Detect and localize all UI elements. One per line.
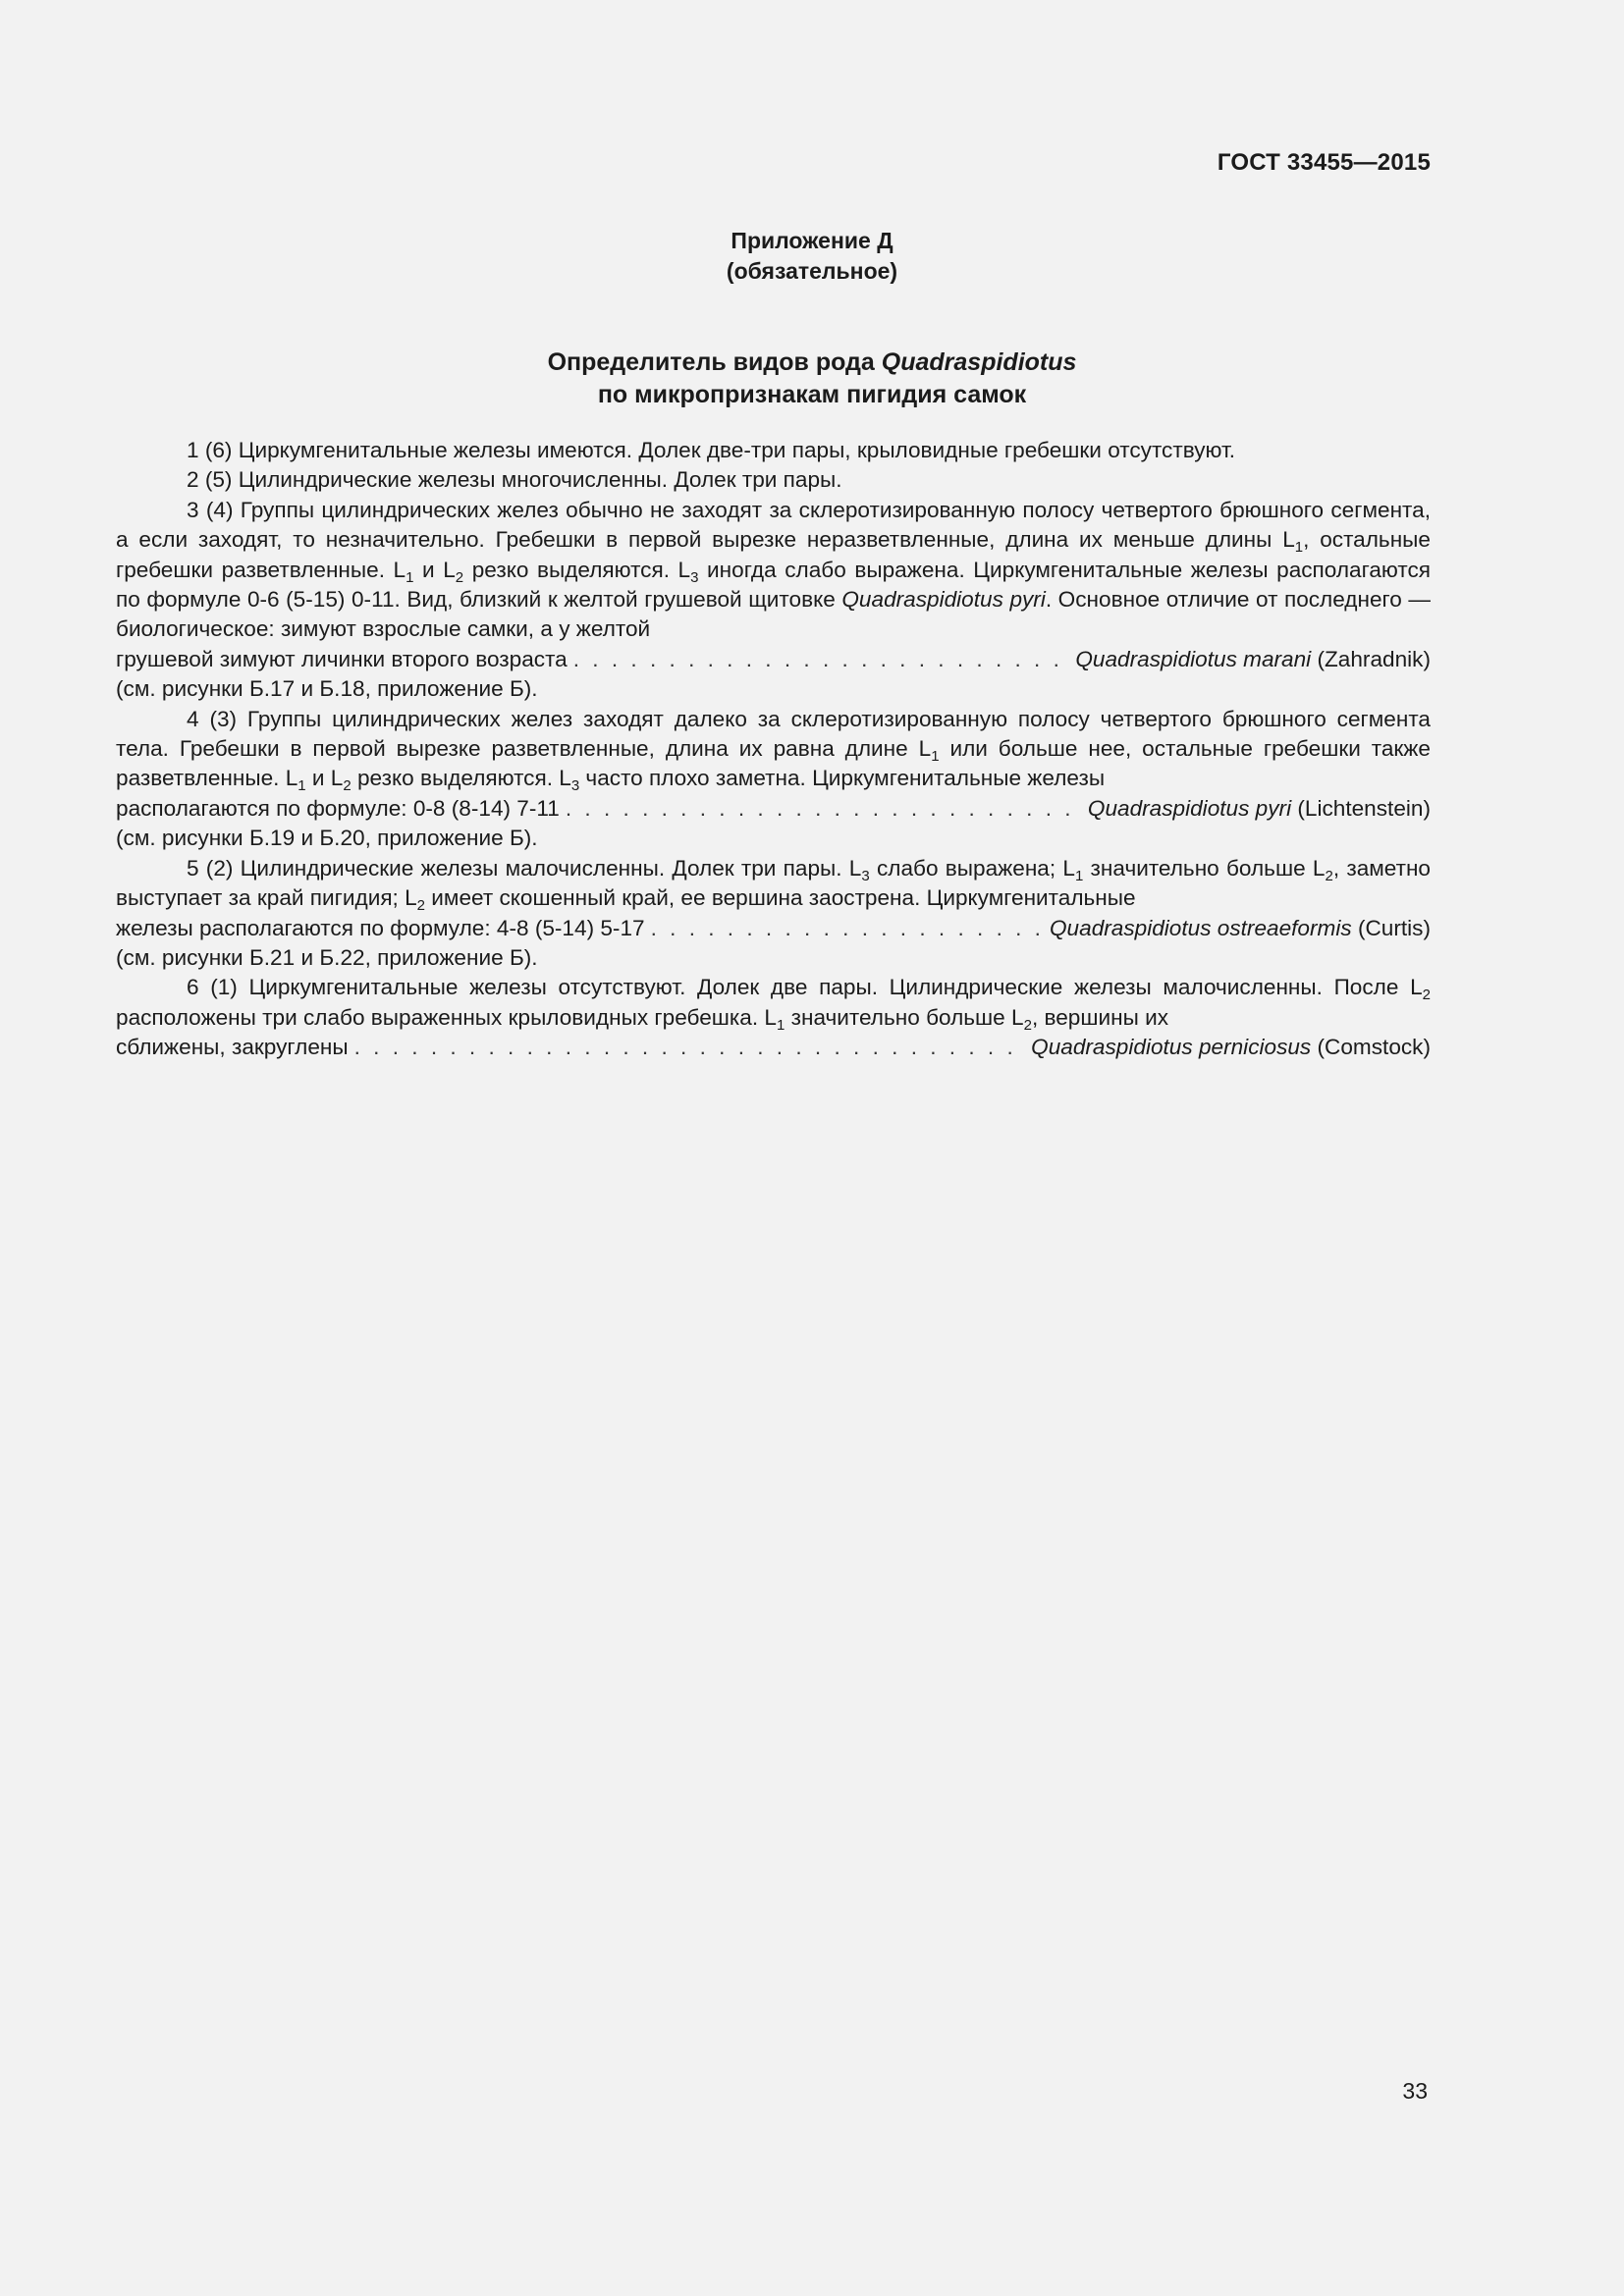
species-name: Quadraspidiotus perniciosus — [1031, 1035, 1312, 1060]
figure-ref: (см. рисунки Б.17 и Б.18, приложение Б). — [116, 676, 538, 702]
title-genus: Quadraspidiotus — [881, 348, 1077, 376]
species-name: Quadraspidiotus ostreaeformis — [1049, 915, 1352, 940]
key-step-5: 5 (2) Цилиндрические железы малочисленны. Долек три пары. $L_3$ слабо выражена; $L_1$ значительно больше $L_2$, заметно выступает за край пигидия; $L_2$ имеет скошенный край, ее вершина заострена. Циркумгенитальные — [116, 855, 1431, 915]
species-name: Quadraspidiotus pyri — [1087, 795, 1292, 821]
leader-dots — [651, 914, 1044, 943]
key-step-5-result: железы располагаются по формуле: 4-8 (5-14) 5-17 . . . Quadraspidiotus ostreaeformis (Curtis) — [116, 914, 1431, 943]
leader-dots — [566, 794, 1082, 824]
species-ref: Quadraspidiotus pyri — [841, 587, 1046, 613]
title-line-2: по микропризнакам пигидия самок — [597, 381, 1027, 408]
figure-ref: (см. рисунки Б.21 и Б.22, приложение Б). — [116, 944, 538, 970]
identification-key — [116, 436, 1431, 1063]
key-step-4: 4 (3) Группы цилиндрических желез заходят далеко за склеротизированную полосу четвертого брюшного сегмента тела. Гребешки в первой вырезке разветвленные, длина их равна длине $L_1$ или больше нее, остальные гребешки также разветвленные. $L_1$ и $L_2$ резко выделяются. $L_3$ часто плохо заметна. Циркумгенитальные железы — [116, 706, 1431, 795]
key-step-3-result: грушевой зимуют личинки второго возраста . . . Quadraspidiotus marani (Zahradnik) — [116, 645, 1431, 674]
leader-dots — [573, 645, 1070, 674]
appendix-heading — [0, 226, 1624, 287]
key-step-3: 3 (4) Группы цилиндрических желез обычно не заходят за склеротизированную полосу четвертого брюшного сегмента, а если заходят, то незначительно. Гребешки в первой вырезке неразветвленные, длина их меньше длины $L_1$, остальные гребешки разветвленные. $L_1$ и $L_2$ резко выделяются. $L_3$ иногда слабо выражена. Циркумгенитальные железы располагаются по формуле 0-6 (5-15) 0-11. Вид, близкий к желтой грушевой щитовке Quadraspidiotus pyri. Основное отличие от последнего — биологическое: зимуют взрослые самки, а у желтой — [116, 497, 1431, 642]
key-step-6-result: сближены, закруглены . . . Quadraspidiotus perniciosus (Comstock) — [116, 1033, 1431, 1062]
leader-dots — [354, 1033, 1026, 1062]
page-number: 33 — [1402, 2078, 1428, 2104]
key-step-6: 6 (1) Циркумгенитальные железы отсутствуют. Долек две пары. Цилиндрические железы малочисленны. После $L_2$ расположены три слабо выраженных крыловидных гребешка. $L_1$ значительно больше $L_2$, вершины их — [116, 975, 1431, 1034]
key-step-2: 2 (5) Цилиндрические железы многочисленны. Долек три пары. — [187, 467, 842, 493]
appendix-label: Приложение Д — [731, 228, 893, 253]
title-line-1: Определитель видов рода Quadraspidiotus — [547, 348, 1077, 376]
appendix-status: (обязательное) — [726, 258, 898, 284]
page-title — [0, 347, 1624, 411]
figure-ref: (см. рисунки Б.19 и Б.20, приложение Б). — [116, 826, 538, 851]
species-name: Quadraspidiotus marani — [1075, 646, 1312, 671]
key-step-4-result: располагаются по формуле: 0-8 (8-14) 7-11 . . . Quadraspidiotus pyri (Lichtenstein) — [116, 794, 1431, 824]
standard-code: ГОСТ 33455—2015 — [1217, 149, 1431, 176]
key-step-1: 1 (6) Циркумгенитальные железы имеются. Долек две-три пары, крыловидные гребешки отсутствуют. — [187, 438, 1236, 462]
